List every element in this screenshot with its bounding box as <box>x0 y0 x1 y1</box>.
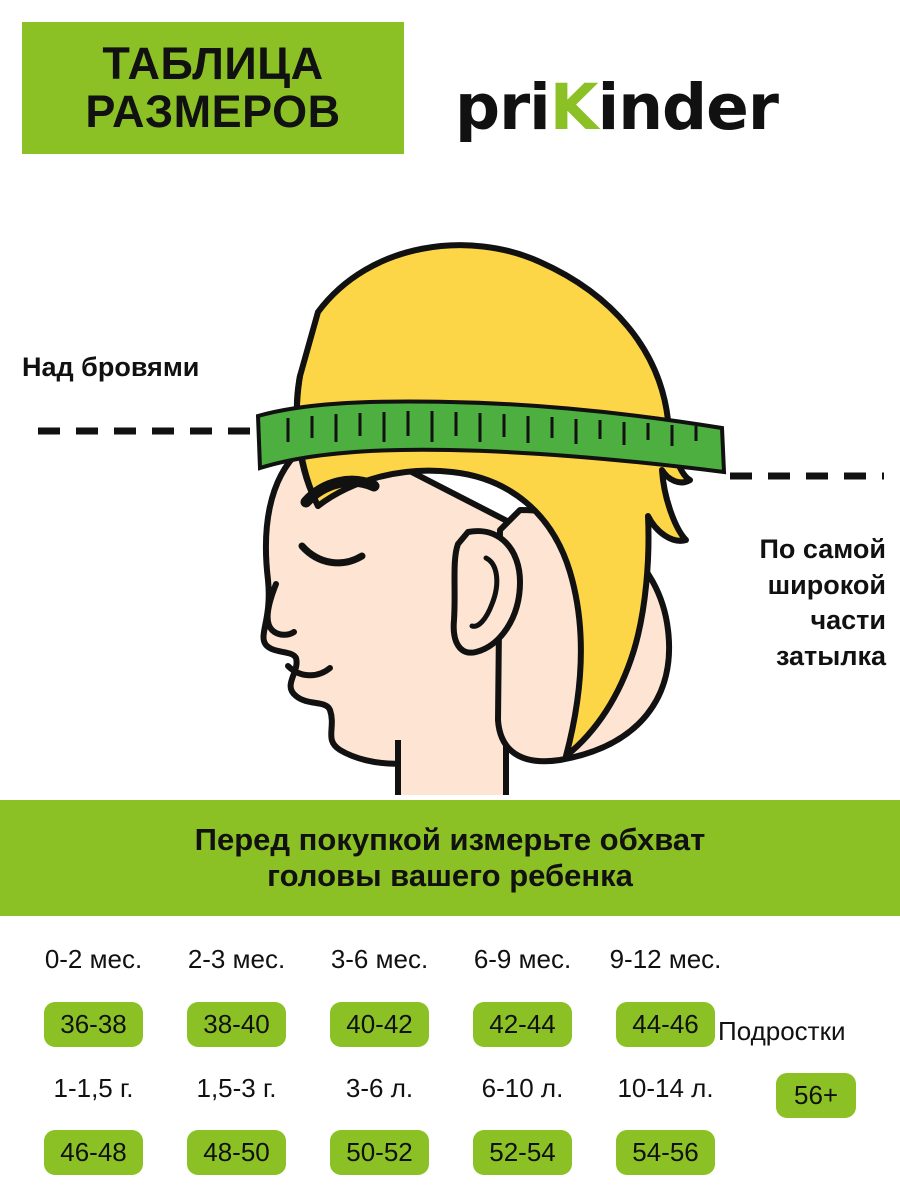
age-label: 6-9 мес. <box>473 944 572 974</box>
age-label: 10-14 л. <box>617 1073 714 1103</box>
size-chip: 52-54 <box>473 1130 572 1175</box>
brand-logo-accent-letter: K <box>549 70 598 144</box>
label-widest-nape-line-4: затылка <box>775 640 886 671</box>
age-label: 6-10 л. <box>481 1073 564 1103</box>
size-chip: 36-38 <box>44 1002 143 1047</box>
teen-size-chip: 56+ <box>776 1073 856 1118</box>
table-cell <box>451 944 594 975</box>
label-widest-nape-line-3: части <box>810 605 886 636</box>
table-cell <box>22 1073 165 1104</box>
measure-instruction-line-2: головы вашего ребенка <box>267 858 633 893</box>
size-chip: 38-40 <box>187 1002 286 1047</box>
brand-logo-part-1: pri <box>455 70 550 144</box>
label-widest-nape-line-2: широкой <box>767 569 886 600</box>
age-label: 1-1,5 г. <box>53 1073 134 1103</box>
brand-logo <box>455 62 875 152</box>
size-chip: 44-46 <box>616 1002 715 1047</box>
table-cell <box>308 1073 451 1104</box>
table-cell <box>165 944 308 975</box>
table-cell <box>22 1002 165 1047</box>
table-cell <box>165 1130 308 1175</box>
brand-logo-part-2: inder <box>597 70 778 144</box>
age-label: 1,5-3 г. <box>196 1073 277 1103</box>
table-cell <box>594 1073 737 1104</box>
size-row-2 <box>0 1130 900 1175</box>
age-label: 3-6 мес. <box>330 944 429 974</box>
age-label: 3-6 л. <box>345 1073 414 1103</box>
table-cell <box>308 1002 451 1047</box>
table-cell <box>22 1130 165 1175</box>
page-title <box>22 22 404 154</box>
size-chip: 42-44 <box>473 1002 572 1047</box>
size-chip: 46-48 <box>44 1130 143 1175</box>
table-cell <box>308 1130 451 1175</box>
table-cell <box>451 1130 594 1175</box>
age-row-2 <box>0 1073 900 1104</box>
size-table <box>0 930 900 1192</box>
header <box>0 0 900 172</box>
size-chip: 40-42 <box>330 1002 429 1047</box>
label-widest-nape <box>690 532 886 675</box>
age-label: 0-2 мес. <box>44 944 143 974</box>
table-cell <box>594 1130 737 1175</box>
table-cell <box>451 1073 594 1104</box>
age-row-1 <box>0 944 900 975</box>
table-cell <box>165 1073 308 1104</box>
page-title-line-1: ТАБЛИЦА <box>102 38 324 90</box>
size-chip: 50-52 <box>330 1130 429 1175</box>
page-title-line-2: РАЗМЕРОВ <box>85 86 341 137</box>
size-chip: 48-50 <box>187 1130 286 1175</box>
table-cell <box>594 944 737 975</box>
teen-age-label: Подростки <box>718 1016 846 1046</box>
measure-instruction-banner <box>0 800 900 916</box>
age-label: 9-12 мес. <box>609 944 722 974</box>
age-label: 2-3 мес. <box>187 944 286 974</box>
label-above-brows: Над бровями <box>22 352 200 382</box>
measure-instruction-line-1: Перед покупкой измерьте обхват <box>194 822 706 858</box>
table-cell <box>165 1002 308 1047</box>
head-measurement-illustration <box>0 180 900 795</box>
label-widest-nape-line-1: По самой <box>759 534 886 564</box>
table-cell <box>451 1002 594 1047</box>
child-head-drawing <box>0 180 900 795</box>
table-cell <box>594 1002 737 1047</box>
table-cell <box>22 944 165 975</box>
size-chip: 54-56 <box>616 1130 715 1175</box>
table-cell <box>308 944 451 975</box>
